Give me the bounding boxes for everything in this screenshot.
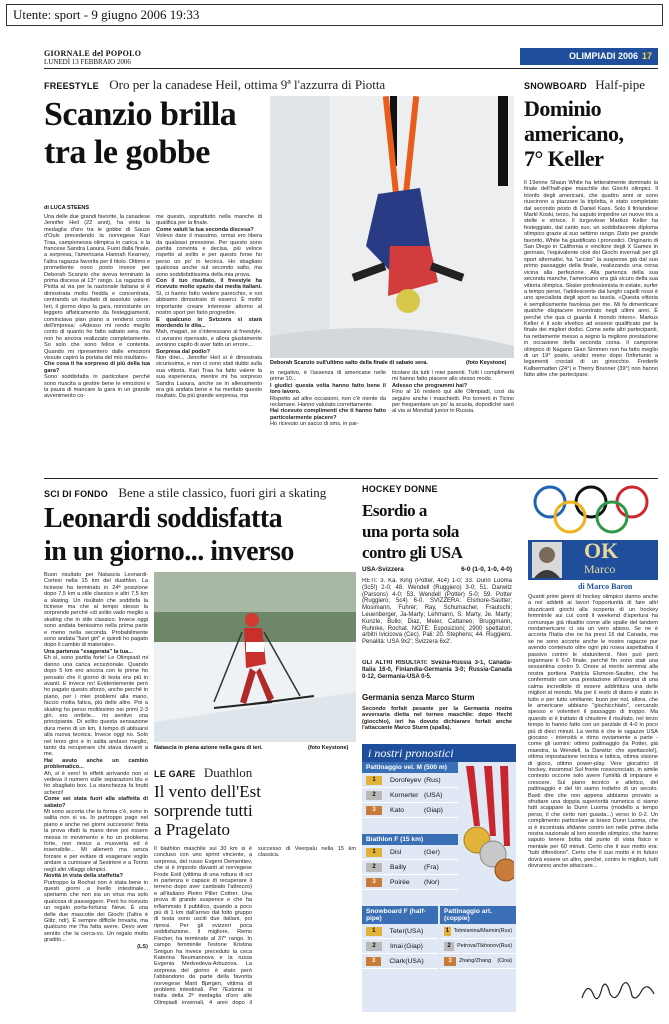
olympics-label: OLIMPIADI 2006: [568, 51, 638, 61]
medals-icon: [460, 766, 514, 896]
pronostici-row: 1 Teter (USA): [362, 924, 438, 939]
snowboard-headline: [524, 96, 660, 171]
duathlon-deck-line: [154, 764, 356, 782]
snowboard-kicker: SNOWBOARD: [524, 81, 587, 91]
freestyle-answer: Mah, magari, se s'interessano al freestyle, ci avranno ripensato, e allora giustamente avranno capito di aver fatto un errore...: [156, 329, 262, 349]
freestyle-answer: Non direi... Jennifer Heil si è dimostrata sicurissima, e non ci sono stati dubbi sulla sua vittoria. Kari Traa ha fatto valere la sua esperienza, mentre mi ha sorpreso Sandra Laoura, anche se in allenamento era già andata bene e ha meritato questo risultato. Da più grande sorpresa, ma: [156, 354, 262, 400]
ok-marco-title: OK: [584, 538, 619, 563]
pronostici-row: 2 Petrova/Tikhonov (Rus): [440, 939, 516, 954]
skier-aerial-image: [270, 96, 514, 358]
scidifondo-caption: Natascia in piena azione nella gara di ieri.: [154, 745, 263, 751]
pronostici-row: 2 Bailly (Fra): [362, 860, 458, 875]
hockey-headline: [362, 500, 512, 563]
bronze-medal-icon: 3: [444, 957, 456, 966]
freestyle-answer: Volevo dare il massimo, ormai ero libera da qualsiasi pressione. Per questo sono partita convinta e decisa, più veloce rispetto al solito e per questo forse ho perso un po' in tecnica. Ho sbagliato qualcosa anche sul secondo salto, ma sono soddisfattissima della mia prova.: [156, 233, 262, 278]
duathlon-headline-line-2: sorprende tutti: [154, 801, 253, 820]
bronze-medal-icon: 3: [366, 806, 382, 815]
silver-medal-icon: 2: [366, 942, 382, 951]
freestyle-headline: [44, 96, 274, 172]
hockey-headline-line-2: una porta sola: [362, 522, 459, 541]
hockey-subtext: Secondo forfait pesante per la Germania nostra avversaria dietta nel torneo maschile: dopo Hecht (giocchio), ieri ha dovuto dichiarare forfait anche l'attaccante Marco Sturm (spalla).: [362, 706, 512, 732]
pronostici-row: 3 Clark (USA): [362, 954, 438, 969]
freestyle-question: Con il tuo risultato, il freestyle ha ricevuto molto spazio dai media italiani.: [156, 278, 262, 291]
scidifondo-question: Come sei stata fuori alla staffetta di sabato?: [44, 796, 148, 809]
duathlon-headline: [154, 782, 356, 839]
header-rule: [44, 68, 658, 69]
snowboard-headline-line-1: Dominio: [524, 96, 602, 121]
scidifondo-question: Una partenza "esagerata" la tua...: [44, 648, 133, 655]
hockey-score-teams: USA-Svizzera: [362, 566, 404, 573]
scidifondo-photo: [154, 572, 356, 742]
silver-medal-icon: 2: [366, 791, 382, 800]
scidifondo-deck: Bene a stile classico, fuori giri a skating: [118, 485, 327, 500]
duathlon-body: Il biathlon maschile sui 30 km si è concluso con uno sprint vincente, a sorpresa, del russo Evgeni Dementiev, che si è imposto davanti al norvegese Frode Estil (vittima di una rottura di sci in partenza e capace di recuperare il terreno dopo aver cambiato l'attrezzo) e all'italiano Pietro Piller Cottrer. Una prova di grande suspence e che ha infiammato il pubblico, quando a poco più di 1 km dall'arrivo dal folto gruppo di testa sono usciti due italiani, poi ripresi. Per gli svizzeri poca soddisfazione, il migliore, Remo Fischer, ha terminato al 37° rango. In campo femminile l'estone Kristina Smigun ha invece preceduto la ceca Katerina Neumannova e la russa Evgenia Medvedeva-Arbuzova. La sorpresa del giorno è stato però l'abbandono da parte della favorita norvegese Marit Bjørgen, vittima di problemi intestinali. Per l'Estonia si tratta della 2ª medaglia d'oro alle Olimpiadi invernali, 4 anni dopo il successo di Veerpalu nella 15 km classica.: [154, 846, 356, 1006]
silver-medal-icon: 2: [366, 863, 382, 872]
pronostici-row: 3 Zhang/Zhang (Cina): [440, 954, 516, 969]
masthead: [44, 50, 141, 66]
ok-marco-banner: [528, 540, 658, 580]
freestyle-answer: Sì, ci hanno fatto vedere parecchio, e noi abbiamo dimostrato di esserci. È molto importante creare interesse attorno al nostro sport per farlo progredire.: [156, 290, 262, 317]
snowboard-deck: Half-pipe: [595, 77, 646, 92]
freestyle-caption: Deborah Scanzio sull'ultimo salto della finale di sabato sera.: [270, 360, 428, 366]
freestyle-question: Che cosa ti ha sorpreso di più della tua gara?: [44, 361, 150, 374]
duathlon-headline-line-1: Il vento dell'Est: [154, 782, 261, 801]
cross-country-skier-image: [154, 572, 356, 742]
ok-marco-subtitle: Marco: [584, 562, 616, 576]
hockey-headline-line-3: contro gli USA: [362, 543, 463, 562]
hockey-subhead: Germania senza Marco Sturm: [362, 693, 475, 702]
freestyle-deck-line: [44, 76, 514, 94]
pronostici-box-title: Biathlon F (15 km): [362, 834, 458, 845]
freestyle-col-1-text: Una delle due grandi favorite, la canadese Jennifer Heil (22 anni), ha vinto la medaglia d'oro tra le gobbe di Sauze d'Oulx precedendo la norvegese Kari Traa, campionessa olimpica in carica, e la francese Sandra Laoura. Fuori dalla finale, a sorpresa, l'americana Hannah Kearney, l'altra ragazza favorita per il titolo. Ottimo e promettente nono posto invece per Deborah Scanzio che aveva terminato la prima discesa al 13° rango. La ragazza di Piotta al via per la nazionale italiana si è dimostrata molto fredda e concentrata, centrando un risultato di assoluto valore. Ieri, il giorno dopo la gara, nonostante un leggero affaticamento da festeggiamenti, cominciava pian piano a rendersi conto dell'impresa: «Adesso mi rendo meglio conto di quanto ho fatto sabato sera, ma non ho ancora realizzato completamente. So solo che sono felice e contenta. Quando mi ripresentero dalle emozioni vissute capirò la portata del mio risultato».: [44, 214, 150, 361]
freestyle-question: Sorpresa dal podio?: [156, 348, 211, 355]
freestyle-answer: Fino al 16 resterò qui alle Olimpiadi, così da seguire anche i maschietti. Poi tornerò in Ticino per frequentare un po' la scuola, dopodiché sarò al via ai Mondiali junior in Russia.: [392, 389, 514, 415]
freestyle-question: Adesso che programmi hai?: [392, 382, 468, 389]
scidifondo-headline-line-1: Leonardi soddisfatta: [44, 503, 283, 534]
hockey-score-details: RETI: 3. Ka. King (Potter, 4c4) 1-0; 33. Dunn Luoma (3c5!) 2-0; 48. Wendell (Ruggiero) 3-0; 51. Darwitz (Parsons) 4-0; 53. Wendell (Potter) 5-0; 59. Potter (Ruggiero; 5c4) 6-0. SVIZZERA: Elsmore-Sautter; Mosimann, Fuhrer; Ray, Schumacher, Frautschi; Leuenberger, Ja-Marty; Lehmann, S. Marty, Je. Marty; Kunzle, Bullo; Diaz, Meier, Cattaneo; Bruggmann, Ruhnke, Rochat. NOTE: Esposizioni; 2900 spettatori; arbitri Ivicicova (Cec). Pali: 20. Stephens; 44. Ruggiero. Penalità: USA 9x2'; Svizzera 6x2'.: [362, 578, 512, 646]
scidifondo-kicker: SCI DI FONDO: [44, 489, 108, 499]
pronostici-row: 2 Kornerter (USA): [362, 788, 458, 803]
freestyle-col-2: [156, 214, 262, 472]
pronostici-box-3: [440, 906, 516, 969]
hockey-kicker: HOCKEY DONNE: [362, 484, 438, 494]
freestyle-col-3-text: in negativo, è l'assenza di americane nelle prime 10...: [270, 370, 386, 383]
scidifondo-question: Hai avuto anche un cambio problematico...: [44, 757, 148, 771]
freestyle-question: Come valuti la tua seconda discesa?: [156, 226, 254, 233]
olympic-rings-icon: [528, 484, 656, 536]
gold-medal-icon: 1: [366, 776, 382, 785]
pronostici-box-title: Snowboard F (half-pipe): [362, 906, 438, 924]
silver-medal-icon: 2: [444, 942, 454, 951]
user-date-bar: Utente: sport - 9 giugno 2006 19:33: [6, 4, 663, 26]
author-avatar: [532, 542, 562, 578]
ok-marco-body: Quanti primi giorni di hockey olimpico danno anche a noi addetti ai lavori l'opportunità di fare altri stuzzicanti giochi alla scoperta di un hockey femminile sui cui conti il weekend d'apertura ha comunque già ribadito come alle spalle del tandem nordamericano ci sia un vero abisso. Se ne è accorta l'Italia che ne ha presi 16 dal Canada, ma se ne sono accorte anche le nostre ragazze pur avendo contenuto oltre ogni più rosea aspettativa il passivo contro le statunitensi. Non può però ingannare il 6-0 finale, perché fin sono stati una sessantina contro 9. Onore al merito semmai alla nostra portiera Patricia Elsmore-Sautter, che ha confermato con una prestazione all'insegna di una calma incredibile di essere addirittura una delle migliori al mondo. Ma per il resto di diario è stato in tutto e per tutto umiliante; buon per noi, allora, che le americane abbiano "giochicchiato", cercando spesso e volentieri il passaggio di troppo. Ma quando si è trattato di chiudere il risultato, nel terzo tempo lo hanno fatto con un parziale di 4-0 in poco più di dieci minuti. La verità è che le ragazze USA giocano - intensità e ritmo ovviamente a parte - come gli uomini: ottimo pattinaggio (la Potter, già maestra, la Wendell, la Darwitz: che spettacolo!), ottima impostazione tecnica e tattica, ottima visione di gioco, ottimo power-play. Vere giocatrici di hockey, insomma! Sul fronte rossocrociato, in simile contesto occorre solo avere l'umiltà di imparare e crescere. Sul piano tecnico e atletico, del pattinaggio e del tiri siamo indietro di un secolo. Basti dire che non appena abbiamo provato a sfruttare una doppia superiorità numerica ci siamo fatti scappare la Dunn Luoma (modello a tempo perso, il che certo non guasta...) verso lo 0-2. Un complimento particolare ai bravo Dunn Luoma, che si è incontrata sfidante contro ieri nelle prime della nostra nazionale al loro esordio olimpico, che hanno saputo tenere botta dal punto di vista fisico e mentale per 60 minuti. Certo che il suo motto era: "tutti difendono". Certo che il suo motto è in futuro dovrà essere un altro, perché, contro le migliori, tutti dovranno anche attaccare...: [528, 594, 658, 870]
freestyle-answer: Sono soddisfatta in particolare perché sono riuscita a gestire bene le emozioni e la paura di mancare la gara in un grande avvenimento co-: [44, 374, 150, 400]
freestyle-col-4-text: ticolare da tutti i miei parenti. Tutti i complimenti mi hanno fatto piacere allo stesso modo.: [392, 370, 514, 383]
scidifondo-answer: Ah, sì è vero! In effetti arrivando non si vedeva il numero sulle separazioni blu e ho sbagliato box. La stanchezza fa brutti scherzi!: [44, 770, 148, 796]
scidifondo-signature: (LS): [137, 943, 148, 950]
pronostici-row: 2 Imai (Giap): [362, 939, 438, 954]
freestyle-byline: di LUCA STEENS: [44, 205, 90, 211]
snowboard-headline-line-3: 7° Keller: [524, 146, 604, 171]
bronze-medal-icon: 3: [366, 957, 381, 966]
pronostici-row: 1 Dorofeyev (Rus): [362, 773, 458, 788]
scidifondo-photo-credit: (foto Keystone): [308, 745, 349, 751]
gold-medal-icon: 1: [366, 848, 382, 857]
freestyle-kicker: FREESTYLE: [44, 81, 99, 91]
freestyle-answer: Rispetto ad altre occasioni, non c'è niente da reclamare. Hanno valutato correttamente.: [270, 395, 386, 409]
freestyle-col-2-text: me questo, soprattutto nella manche di qualifica per la finale.: [156, 214, 262, 227]
pronostici-panel: [362, 762, 516, 1012]
scidifondo-question: Novità in vista della staffetta?: [44, 873, 123, 880]
scidifondo-deck-line: [44, 484, 354, 502]
freestyle-deck: Oro per la canadese Heil, ottima 9ª l'azzurra di Piotta: [109, 77, 386, 92]
pronostici-row: 1 Disl (Ger): [362, 845, 458, 860]
freestyle-photo-credit: (foto Keystone): [466, 360, 507, 366]
bronze-medal-icon: 3: [366, 878, 382, 887]
scidifondo-answer: Eh sì, sono partita forte! Le Olimpiadi mi danno una carica eccezionale. Quando dopo 5 km ero ancora con le prime ho pensato che il giorno di testa era più in avanti. E invece no! Evidentemente però ho pagato questo sforzo, anche perché in piano, per i miei problemi alla mano, faccio molta fatica, più delle altre. Poi a skating ho perso moltissimo nei primi 2-3 giri, ero orribile... mi sentivo una principiante. Di solito questa sensazione dura meno di un km, il tempo di abituarsi alla nuova tecnica. Invece oggi no. Solo nel terzo giro e in salita andavo meglio, tanto da recuperare chi stava davanti a me.: [44, 655, 148, 758]
gold-medal-icon: 1: [445, 927, 449, 934]
freestyle-headline-line-2: tra le gobbe: [44, 134, 210, 171]
pronostici-box-title: Pattinaggio vel. M (500 m): [362, 762, 458, 773]
scidifondo-col-1-text: Buon risultato per Natascia Leonardi-Cortesi nella 15 km del duathlon. La ticinese ha terminato in 24ª posizione dopo 7,5 km a stile classico e altri 7,5 km a skating. Un risultato che soddisfa la ticinese ma che al tempo stesso la sorprende perché «di solito vado meglio a skating che in stile classico. Invece oggi sono andata benissimo nella prima parte e meno nella seconda. Probabilmente sono andata "fuori giri" e quindi ho pagato dopo il cambio di materiale».: [44, 572, 148, 649]
pronostici-row: 1 Totmianina/Marinin (Rus): [440, 924, 516, 939]
hockey-score-line: [362, 566, 512, 573]
hockey-headline-line-1: Esordio a: [362, 501, 427, 520]
pronostici-title: i nostri pronostici: [362, 744, 516, 763]
freestyle-col-4: [392, 370, 514, 472]
freestyle-headline-line-1: Scanzio brilla: [44, 96, 237, 133]
snowboard-headline-line-2: americano,: [524, 121, 624, 146]
signature-icon: [578, 970, 658, 1010]
gold-medal-icon: 1: [366, 927, 382, 936]
scidifondo-headline-line-2: in un giorno... inverso: [44, 536, 294, 567]
ok-marco-byline: di Marco Baron: [578, 582, 633, 591]
scidifondo-col-1: [44, 572, 148, 1012]
snowboard-deck-line: [524, 76, 660, 94]
freestyle-col-1: [44, 214, 150, 472]
hockey-score-result: 6-0 (1-0, 1-0, 4-0): [461, 566, 512, 573]
freestyle-question: E qualcuno in Svizzera si starà mordendo le dita...: [156, 316, 262, 329]
pronostici-box-title: Pattinaggio art. (coppie): [440, 906, 516, 924]
scidifondo-headline: [44, 502, 356, 568]
duathlon-deck: Duathlon: [203, 765, 253, 780]
pronostici-box-0: [362, 762, 458, 818]
olympics-banner: [520, 48, 658, 65]
section-rule: [44, 478, 658, 479]
freestyle-answer: Ho ricevuto un sacco di sms, in par-: [270, 421, 359, 428]
page-number: 17: [641, 51, 652, 61]
pronostici-box-2: [362, 906, 438, 969]
pronostici-row: 3 Poirée (Nor): [362, 875, 458, 890]
freestyle-question: Hai ricevuto complimenti che ti hanno fatto particolarmente piacere?: [270, 408, 386, 421]
masthead-title: GIORNALE del POPOLO: [44, 49, 142, 58]
snowboard-body: Il 19enne Shaun White ha letteralmente dominato la finale dell'half-pipe maschile dei Giochi olimpici. Il trionfo degli americani, che quattro anni or sono riuscirono a piazzare la tripletta, è stato completato dal secondo posto di Daniel Kass. Solo il finlandese Markl Koski, terzo, ha saputo impedire un nuovo tris a stelle e strisce. Il turgoviese Markus Keller ha festeggiato, dal canto suo, un soddisfacente diploma olimpico grazie al suo settimo rango. Dato per grande favorito, White ha giustificato i pronostici. Originario di San Diego in California e vincitore degli X Games in gennaio, l'equivalente cioè dei Giochi invernali per gli sport alternativi, ha "ucciso" la suspense già dal suo primo passaggio della finale, realizzando una corsa vicina alla perfezione. Alla partenza della sua seconda manche, l'americano era già sicuro della sua vittoria olimpica. Skater professionista in estate, surfer a tempo perso, l'adolescente dai lunghi capelli rossi è uno specialista degli sport su tavola. «Questa vittoria è semplicemente favolosa per me. Mi fa dimenticare qualche dispiacere incontrato negli ultimi anni. È perché che qua ci guarda il mondo intero». Markus Keller è il solo elvetico ad essersi qualificato per la finale dei migliori dodici. Come sette altri partecipanti, ha nettamente messo a segno la migliore prestazione in occasione della seconda corsa. Il campione olimpico di Nagano Gian Simmen non ha fatto meglio di un 19° posto, undici meno dopo l'infortunio a legamenti crociati di un ginocchio. Frederik Kalbermatten (24°) e Therry Brunner (39°) non hanno fatto altre che partecipare.: [524, 180, 658, 379]
freestyle-col-3: [270, 370, 386, 472]
scidifondo-answer: Purtroppo la Rochat non è stata bene in questi giorni a livello intestinale... speriamo che non sia un virus ma solo qualcosa di passeggero. Però ho ricevuto un regalo porta-fortuna: Neve. È una delle due mascotte dei Giochi (l'altra è Glitz, ndr). È sempre difficile trovarla, ma qualcuno me l'ha fatta avere. Devo aver sentito che la cerca-vo. Un regalo molto gradito...: [44, 879, 148, 944]
freestyle-photo: [270, 96, 514, 358]
pronostici-row: 3 Kato (Giap): [362, 803, 458, 818]
masthead-date: LUNEDÌ 13 FEBBRAIO 2006: [44, 58, 131, 66]
scidifondo-answer: Mi sono accorta che la forma c'è, sono in salita non si va. Io purtroppo pago nel piano e anche nei giorni successivi: finita la prova rifatti la mano deve poi essere messa in movimento e ho un problema forte, non riesco a muoverla ed è insensibile... Mi allenerò ma senza forzare e per evitare di esagerare voglio andare a curiosare al Sestriere e a Torino negli altri villaggi olimpici.: [44, 809, 148, 873]
pronostici-box-1: [362, 834, 458, 890]
freestyle-question: I giudici questa volta hanno fatto bene il loro lavoro.: [270, 382, 386, 396]
duathlon-headline-line-3: a Pragelato: [154, 820, 230, 839]
duathlon-kicker: LE GARE: [154, 769, 196, 779]
hockey-other-results: GLI ALTRI RISULTATI: Svezia-Russia 3-1, Canada-Italia 16-0, Finlandia-Germania 3-0; Russia-Canada 0-12, Germania-USA 0-5.: [362, 660, 512, 680]
